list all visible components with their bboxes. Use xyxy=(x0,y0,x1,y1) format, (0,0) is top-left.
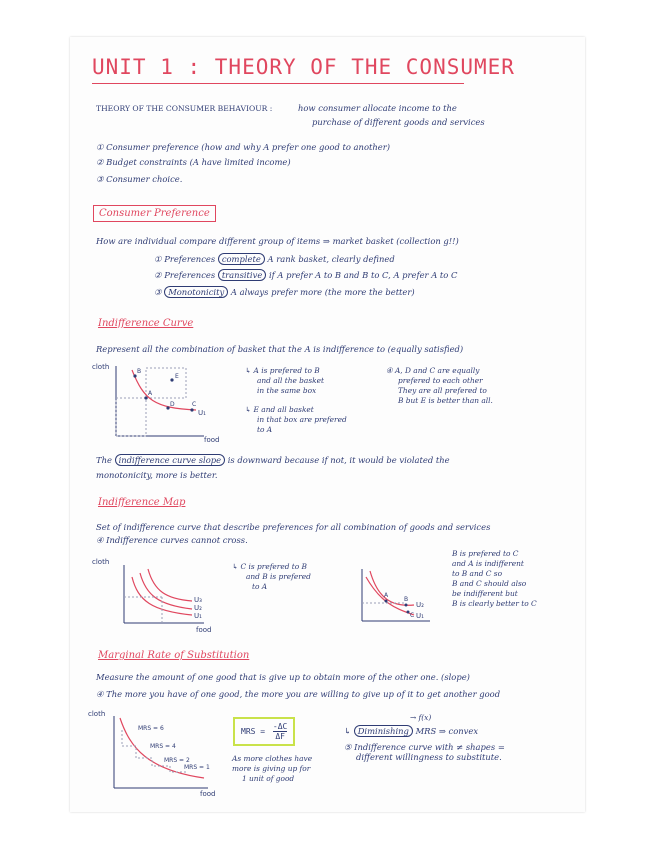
preference-item-1 xyxy=(154,254,395,264)
ic-note-3: ④ A, D and C are equally prefered to each other They are all prefered to B but E is better than all. xyxy=(386,366,493,405)
map-note: ↳ C is prefered to B and B is prefered to A xyxy=(232,562,311,591)
intro-line-2: purchase of different goods and services xyxy=(312,117,485,127)
formula-lhs: MRS = xyxy=(241,727,266,736)
label-b: B xyxy=(137,368,142,375)
heading-consumer-preference: Consumer Preference xyxy=(93,205,216,222)
label-c: C xyxy=(192,401,197,408)
indifference-curve-graph xyxy=(92,360,232,448)
mrs-formula-box xyxy=(233,717,295,746)
label-e: E xyxy=(175,373,179,380)
y-axis-label: cloth xyxy=(92,558,110,566)
indifference-definition: Represent all the combination of basket that the A is indifference to (equally satisfied) xyxy=(96,344,464,354)
map-right-note: B is prefered to C and A is indifferent to B and C so B and C should also be indifferent but B is clearly better to C xyxy=(452,549,537,608)
label-b: B xyxy=(404,596,409,603)
item-num: ③ xyxy=(154,287,162,297)
mrs-box-note: As more clothes have more is giving up for 1 unit of good xyxy=(232,754,313,783)
point-a xyxy=(385,600,388,603)
y-axis-label: cloth xyxy=(92,363,110,371)
mrs-label-4: MRS = 1 xyxy=(184,764,210,771)
mrs-label-3: MRS = 2 xyxy=(164,757,190,764)
crossing-curves-graph xyxy=(356,565,438,627)
mrs-label-1: MRS = 6 xyxy=(138,725,164,732)
step-lines xyxy=(122,730,188,772)
item-tag: transitive xyxy=(218,269,266,281)
formula-numerator: -ΔC xyxy=(272,722,288,731)
item-prefix: Preferences xyxy=(164,254,216,264)
point-b xyxy=(405,604,408,607)
x-axis-label: food xyxy=(200,790,216,798)
item-num: ② xyxy=(154,270,162,280)
y-axis-label: cloth xyxy=(88,710,106,718)
item-prefix: Preferences xyxy=(164,270,216,280)
label-a: A xyxy=(148,390,153,397)
item-num: ① xyxy=(154,254,162,264)
item-text: if A prefer A to B and B to C, A prefer A to C xyxy=(268,270,458,280)
mrs-graph xyxy=(88,706,228,800)
mrs-label-2: MRS = 4 xyxy=(150,743,176,750)
mrs-line-2: ④ The more you have of one good, the more you are willing to give up of it to get another good xyxy=(96,689,501,699)
slope-text: The indifference curve slope is downward because if not, it would be violated the xyxy=(96,455,450,465)
mrs-line-1: Measure the amount of one good that is give up to obtain more of the other one. (slope) xyxy=(96,672,470,682)
convex-note: ⑤ Indifference curve with ≠ shapes = different willingness to substitute. xyxy=(344,742,505,762)
point-c xyxy=(190,408,193,411)
label-u3: U₃ xyxy=(194,596,202,604)
item-text: A rank basket, clearly defined xyxy=(267,254,395,264)
map-line-2: ④ Indifference curves cannot cross. xyxy=(96,535,248,545)
heading-mrs: Marginal Rate of Substitution xyxy=(98,650,250,661)
curve-u3 xyxy=(148,569,192,601)
preference-item-2 xyxy=(154,270,457,280)
heading-indifference-map: Indifference Map xyxy=(98,497,186,508)
label-a: A xyxy=(384,592,389,599)
shaded-box xyxy=(116,398,146,436)
label-c: C xyxy=(410,612,415,619)
intro-label: THEORY OF THE CONSUMER BEHAVIOUR : xyxy=(96,104,273,113)
preference-item-3 xyxy=(154,287,415,297)
ic-note-1: ↳ A is prefered to B and all the basket in the same box xyxy=(245,366,324,395)
heading-indifference-curve: Indifference Curve xyxy=(98,318,194,329)
curve-label: U₁ xyxy=(198,409,206,417)
page-title: UNIT 1 : THEORY OF THE CONSUMER xyxy=(92,55,515,79)
title-underline xyxy=(92,83,464,84)
topic-3: ③ Consumer choice. xyxy=(96,174,183,184)
label-d: D xyxy=(170,401,175,408)
item-tag: Monotonicity xyxy=(164,286,228,298)
curve-u2 xyxy=(140,573,192,609)
preference-line: How are individual compare different group of items ⇒ market basket (collection g!!) xyxy=(96,236,459,246)
topic-1: ① Consumer preference (how and why A prefer one good to another) xyxy=(96,142,390,152)
ic-note-2: ↳ E and all basket in that box are prefered to A xyxy=(245,405,347,434)
formula-denominator: ΔF xyxy=(275,732,285,741)
topic-2: ② Budget constraints (A have limited income) xyxy=(96,157,291,167)
diminishing-mrs: ↳ Diminishing MRS ⇒ convex xyxy=(344,726,479,736)
x-axis-label: food xyxy=(196,626,212,634)
intro-line-1: how consumer allocate income to the xyxy=(298,103,457,113)
label-u2: U₂ xyxy=(194,604,202,612)
indifference-map-graph xyxy=(92,555,222,637)
slope-text-2: monotonicity, more is better. xyxy=(96,470,218,480)
x-axis-label: food xyxy=(204,436,220,444)
item-tag: complete xyxy=(218,253,265,265)
label-u1: U₁ xyxy=(416,612,424,620)
label-u2: U₂ xyxy=(416,601,424,609)
fx-annotation: → f(x) xyxy=(410,713,432,722)
point-e xyxy=(170,378,173,381)
label-u1: U₁ xyxy=(194,612,202,620)
map-line-1: Set of indifference curve that describe preferences for all combination of goods and services xyxy=(96,522,491,532)
item-text: A always prefer more (the more the better) xyxy=(230,287,415,297)
